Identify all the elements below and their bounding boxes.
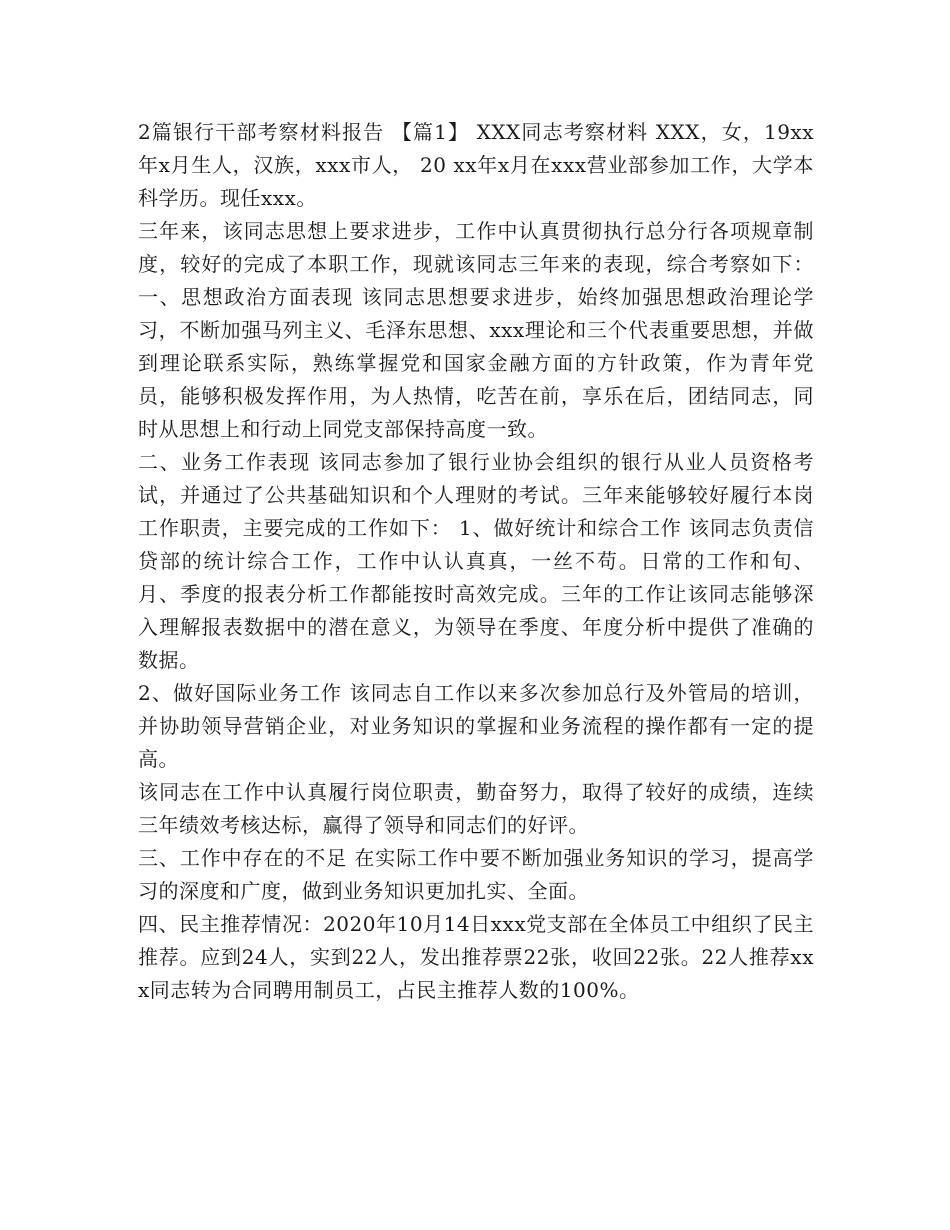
paragraph-international-business: 2、做好国际业务工作 该同志自工作以来多次参加总行及外管局的培训，并协助领导营销企业，对业务知识的掌握和业务流程的操作都有一定的提高。 [138,681,814,771]
paragraph-recommendation: 四、民主推荐情况：2020年10月14日xxx党支部在全体员工中组织了民主推荐。应到24人，实到22人，发出推荐票22张，收回22张。22人推荐xxx同志转为合同聘用制员工，占民主推荐人数的100%。 [138,912,814,1002]
paragraph-business-work: 二、业务工作表现 该同志参加了银行业协会组织的银行从业人员资格考试，并通过了公共基础知识和个人理财的考试。三年来能够较好履行本岗工作职责，主要完成的工作如下： 1、做好统计和综合工作 该同志负责信贷部的统计综合工作，工作中认认真真，一丝不苟。日常的工作和旬、月、季度的报表分析工作都能按时高效完成。三年的工作让该同志能够深入理解报表数据中的潜在意义，为领导在季度、年度分析中提供了准确的数据。 [138,450,814,672]
paragraph-ideology: 三年来，该同志思想上要求进步，工作中认真贯彻执行总分行各项规章制度，较好的完成了本职工作，现就该同志三年来的表现，综合考察如下： 一、思想政治方面表现 该同志思想要求进步，始终加强思想政治理论学习，不断加强马列主义、毛泽东思想、xxx理论和三个代表重要思想，并做到理论联系实际，熟练掌握党和国家金融方面的方针政策，作为青年党员，能够积极发挥作用，为人热情，吃苦在前，享乐在后，团结同志，同时从思想上和行动上同党支部保持高度一致。 [138,219,814,441]
paragraph-performance: 该同志在工作中认真履行岗位职责，勤奋努力，取得了较好的成绩，连续三年绩效考核达标，赢得了领导和同志们的好评。 [138,780,814,837]
document-body [138,116,814,1007]
paragraph-shortcomings: 三、工作中存在的不足 在实际工作中要不断加强业务知识的学习，提高学习的深度和广度，做到业务知识更加扎实、全面。 [138,846,814,903]
paragraph-intro: 2篇银行干部考察材料报告 【篇1】 XXX同志考察材料 XXX，女，19xx年x月生人，汉族，xxx市人， 20 xx年x月在xxx营业部参加工作，大学本科学历。现任xxx。 [138,120,814,210]
